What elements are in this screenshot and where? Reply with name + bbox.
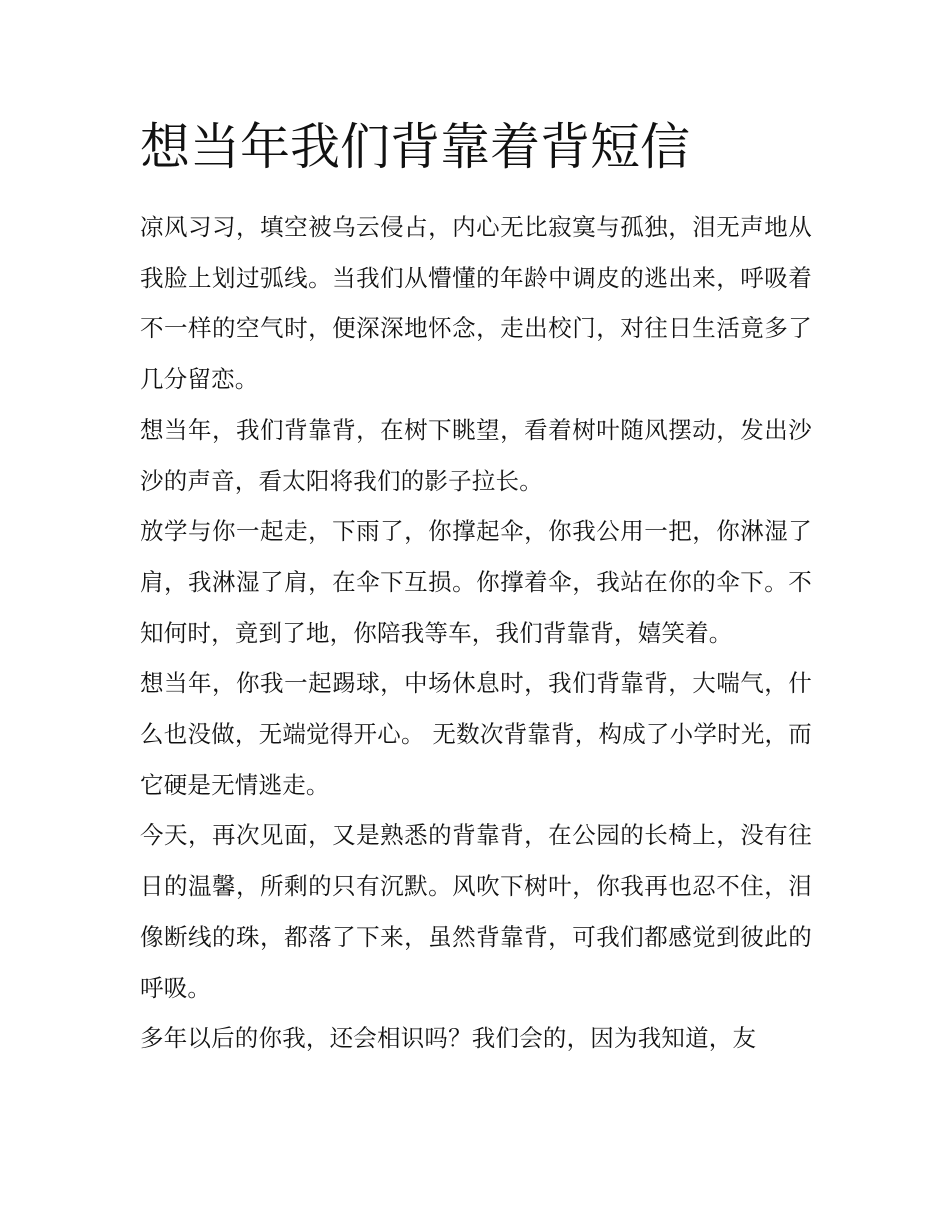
paragraph-5: 今天，再次见面，又是熟悉的背靠背，在公园的长椅上，没有往日的温馨，所剩的只有沉默。风吹下树叶，你我再也忍不住，泪像断线的珠，都落了下来，虽然背靠背，可我们都感觉到彼此的呼吸。 <box>140 821 812 1002</box>
paragraph-6: 多年以后的你我，还会相识吗？我们会的，因为我知道，友 <box>140 1024 757 1053</box>
paragraph-2: 想当年，我们背靠背，在树下眺望，看着树叶随风摆动，发出沙沙的声音，看太阳将我们的影子拉长。 <box>140 415 812 495</box>
paragraph-1: 凉风习习，填空被乌云侵占，内心无比寂寞与孤独，泪无声地从我脸上划过弧线。当我们从懵懂的年龄中调皮的逃出来，呼吸着不一样的空气时，便深深地怀念，走出校门，对往日生活竟多了几分留恋。 <box>140 213 812 394</box>
paragraph-3: 放学与你一起走，下雨了，你撑起伞，你我公用一把，你淋湿了肩，我淋湿了肩，在伞下互损。你撑着伞，我站在你的伞下。不知何时，竟到了地，你陪我等车，我们背靠背，嬉笑着。 <box>140 517 812 647</box>
paragraph-4: 想当年，你我一起踢球，中场休息时，我们背靠背，大喘气，什么也没做，无端觉得开心。 无数次背靠背，构成了小学时光，而它硬是无情逃走。 <box>140 669 812 799</box>
document-page <box>140 112 812 1064</box>
document-title: 想当年我们背靠着背短信 <box>140 118 690 176</box>
